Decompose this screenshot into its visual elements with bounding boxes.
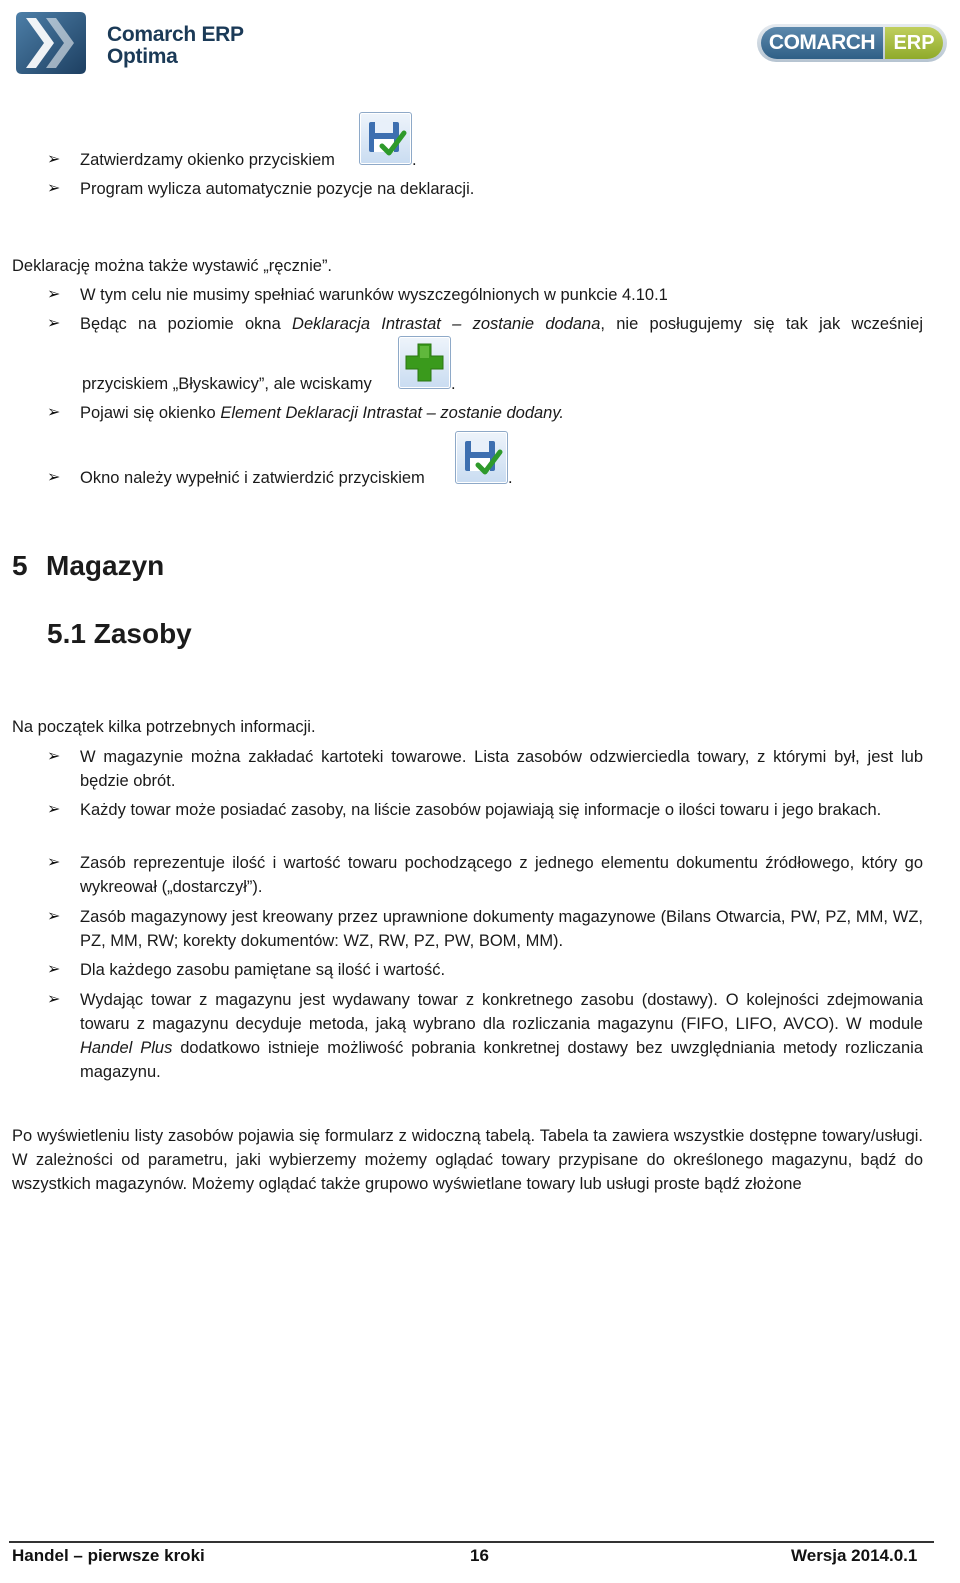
brand-logo-erp: ERP xyxy=(885,27,943,59)
list-item-text: Pojawi się okienko xyxy=(80,404,221,422)
list-item: Każdy towar może posiadać zasoby, na liście zasobów pojawiają się informacje o ilości towaru i jego brakach. xyxy=(80,801,882,819)
module-name: Handel Plus xyxy=(80,1039,173,1057)
save-confirm-icon[interactable] xyxy=(359,112,412,165)
list-item xyxy=(80,312,923,336)
footer-version: Wersja 2014.0.1 xyxy=(791,1546,918,1565)
list-item-suffix: . xyxy=(412,151,417,169)
list-item: Dla każdego zasobu pamiętane są ilość i wartość. xyxy=(80,961,446,979)
bullet-arrow-icon: ➢ xyxy=(47,854,61,871)
comarch-erp-brand-logo xyxy=(757,24,947,62)
plus-icon xyxy=(399,337,450,388)
footer-divider xyxy=(9,1541,934,1543)
list-item: Zasób reprezentuje ilość i wartość towaru pochodzącego z jednego elementu dokumentu źródłowego, który go wykreował („dostarczył”). xyxy=(80,854,923,896)
bullet-arrow-icon: ➢ xyxy=(47,801,61,818)
bullet-arrow-icon: ➢ xyxy=(47,404,61,421)
list-item-text-cont: dodatkowo istnieje możliwość pobrania konkretnej dostawy bez uwzględniania metody rozliczania magazynu. xyxy=(80,1039,923,1081)
bullet-arrow-icon: ➢ xyxy=(47,991,61,1008)
heading-1-title: Magazyn xyxy=(46,550,165,581)
list-item: W tym celu nie musimy spełniać warunków wyszczególnionych w punkcie 4.10.1 xyxy=(80,286,668,304)
list-item: Zasób magazynowy jest kreowany przez uprawnione dokumenty magazynowe (Bilans Otwarcia, PW, PZ, MM, WZ, PZ, MM, RW; korekty dokumentów: WZ, RW, PZ, PW, BOM, MM). xyxy=(80,908,923,950)
window-name: Element Deklaracji Intrastat – zostanie dodany. xyxy=(220,404,564,422)
product-logo-text xyxy=(107,24,244,68)
list-item-text: Zatwierdzamy okienko przyciskiem xyxy=(80,151,335,169)
list-item-suffix: . xyxy=(508,469,513,487)
bullet-arrow-icon: ➢ xyxy=(47,180,61,197)
paragraph: Po wyświetleniu listy zasobów pojawia się formularz z widoczną tabelą. Tabela ta zawiera wszystkie dostępne towary/usługi. W zależności od parametru, jaki wybierzemy możemy oglądać towary przypisane do określonego magazynu, bądź do wszystkich magazynów. Możemy oglądać także grupowo wyświetlane towary lub usługi proste bądź złożone xyxy=(12,1127,923,1193)
optima-logo-mark-icon xyxy=(14,8,88,78)
floppy-check-icon xyxy=(456,432,507,483)
heading-2 xyxy=(47,618,192,650)
heading-1 xyxy=(12,550,164,582)
floppy-check-icon xyxy=(360,113,411,164)
footer-page-number: 16 xyxy=(470,1546,489,1565)
add-button-icon[interactable] xyxy=(398,336,451,389)
heading-1-number: 5 xyxy=(12,550,28,581)
list-item-suffix: . xyxy=(451,375,456,393)
list-item-continuation: przyciskiem „Błyskawicy”, ale wciskamy xyxy=(82,375,372,393)
list-item-text-cont: , nie posługujemy się tak jak wcześniej xyxy=(600,315,923,333)
bullet-arrow-icon: ➢ xyxy=(47,908,61,925)
bullet-arrow-icon: ➢ xyxy=(47,748,61,765)
heading-2-title: Zasoby xyxy=(93,618,192,649)
product-logo-line1: Comarch ERP xyxy=(107,23,244,46)
list-item xyxy=(80,149,335,171)
list-item: Program wylicza automatycznie pozycje na deklaracji. xyxy=(80,180,475,198)
list-item: Okno należy wypełnić i zatwierdzić przyciskiem xyxy=(80,469,425,487)
bullet-arrow-icon: ➢ xyxy=(47,151,61,168)
list-item xyxy=(80,988,923,1084)
footer-title: Handel – pierwsze kroki xyxy=(12,1546,205,1565)
list-item-text: Wydając towar z magazynu jest wydawany towar z konkretnego zasobu (dostawy). O kolejności zdejmowania towaru z magazynu decyduje metoda, jaką wybrano dla rozliczania magazynu (FIFO, LIFO, AVCO). W module xyxy=(80,991,923,1033)
brand-logo-comarch: COMARCH xyxy=(761,27,883,59)
save-confirm-icon[interactable] xyxy=(455,431,508,484)
product-logo-line2: Optima xyxy=(107,45,178,68)
paragraph: Deklarację można także wystawić „ręcznie”. xyxy=(12,257,333,275)
paragraph: Na początek kilka potrzebnych informacji. xyxy=(12,718,316,736)
list-item-text: Będąc na poziomie okna xyxy=(80,315,293,333)
list-item: W magazynie można zakładać kartoteki towarowe. Lista zasobów odzwierciedla towary, z którymi był, jest lub będzie obrót. xyxy=(80,748,923,790)
list-item xyxy=(80,402,564,424)
bullet-arrow-icon: ➢ xyxy=(47,315,61,332)
bullet-arrow-icon: ➢ xyxy=(47,469,61,486)
comarch-erp-optima-logo xyxy=(14,6,254,78)
bullet-arrow-icon: ➢ xyxy=(47,961,61,978)
bullet-arrow-icon: ➢ xyxy=(47,286,61,303)
heading-2-number: 5.1 xyxy=(47,618,86,649)
window-name: Deklaracja Intrastat – zostanie dodana xyxy=(292,315,601,333)
